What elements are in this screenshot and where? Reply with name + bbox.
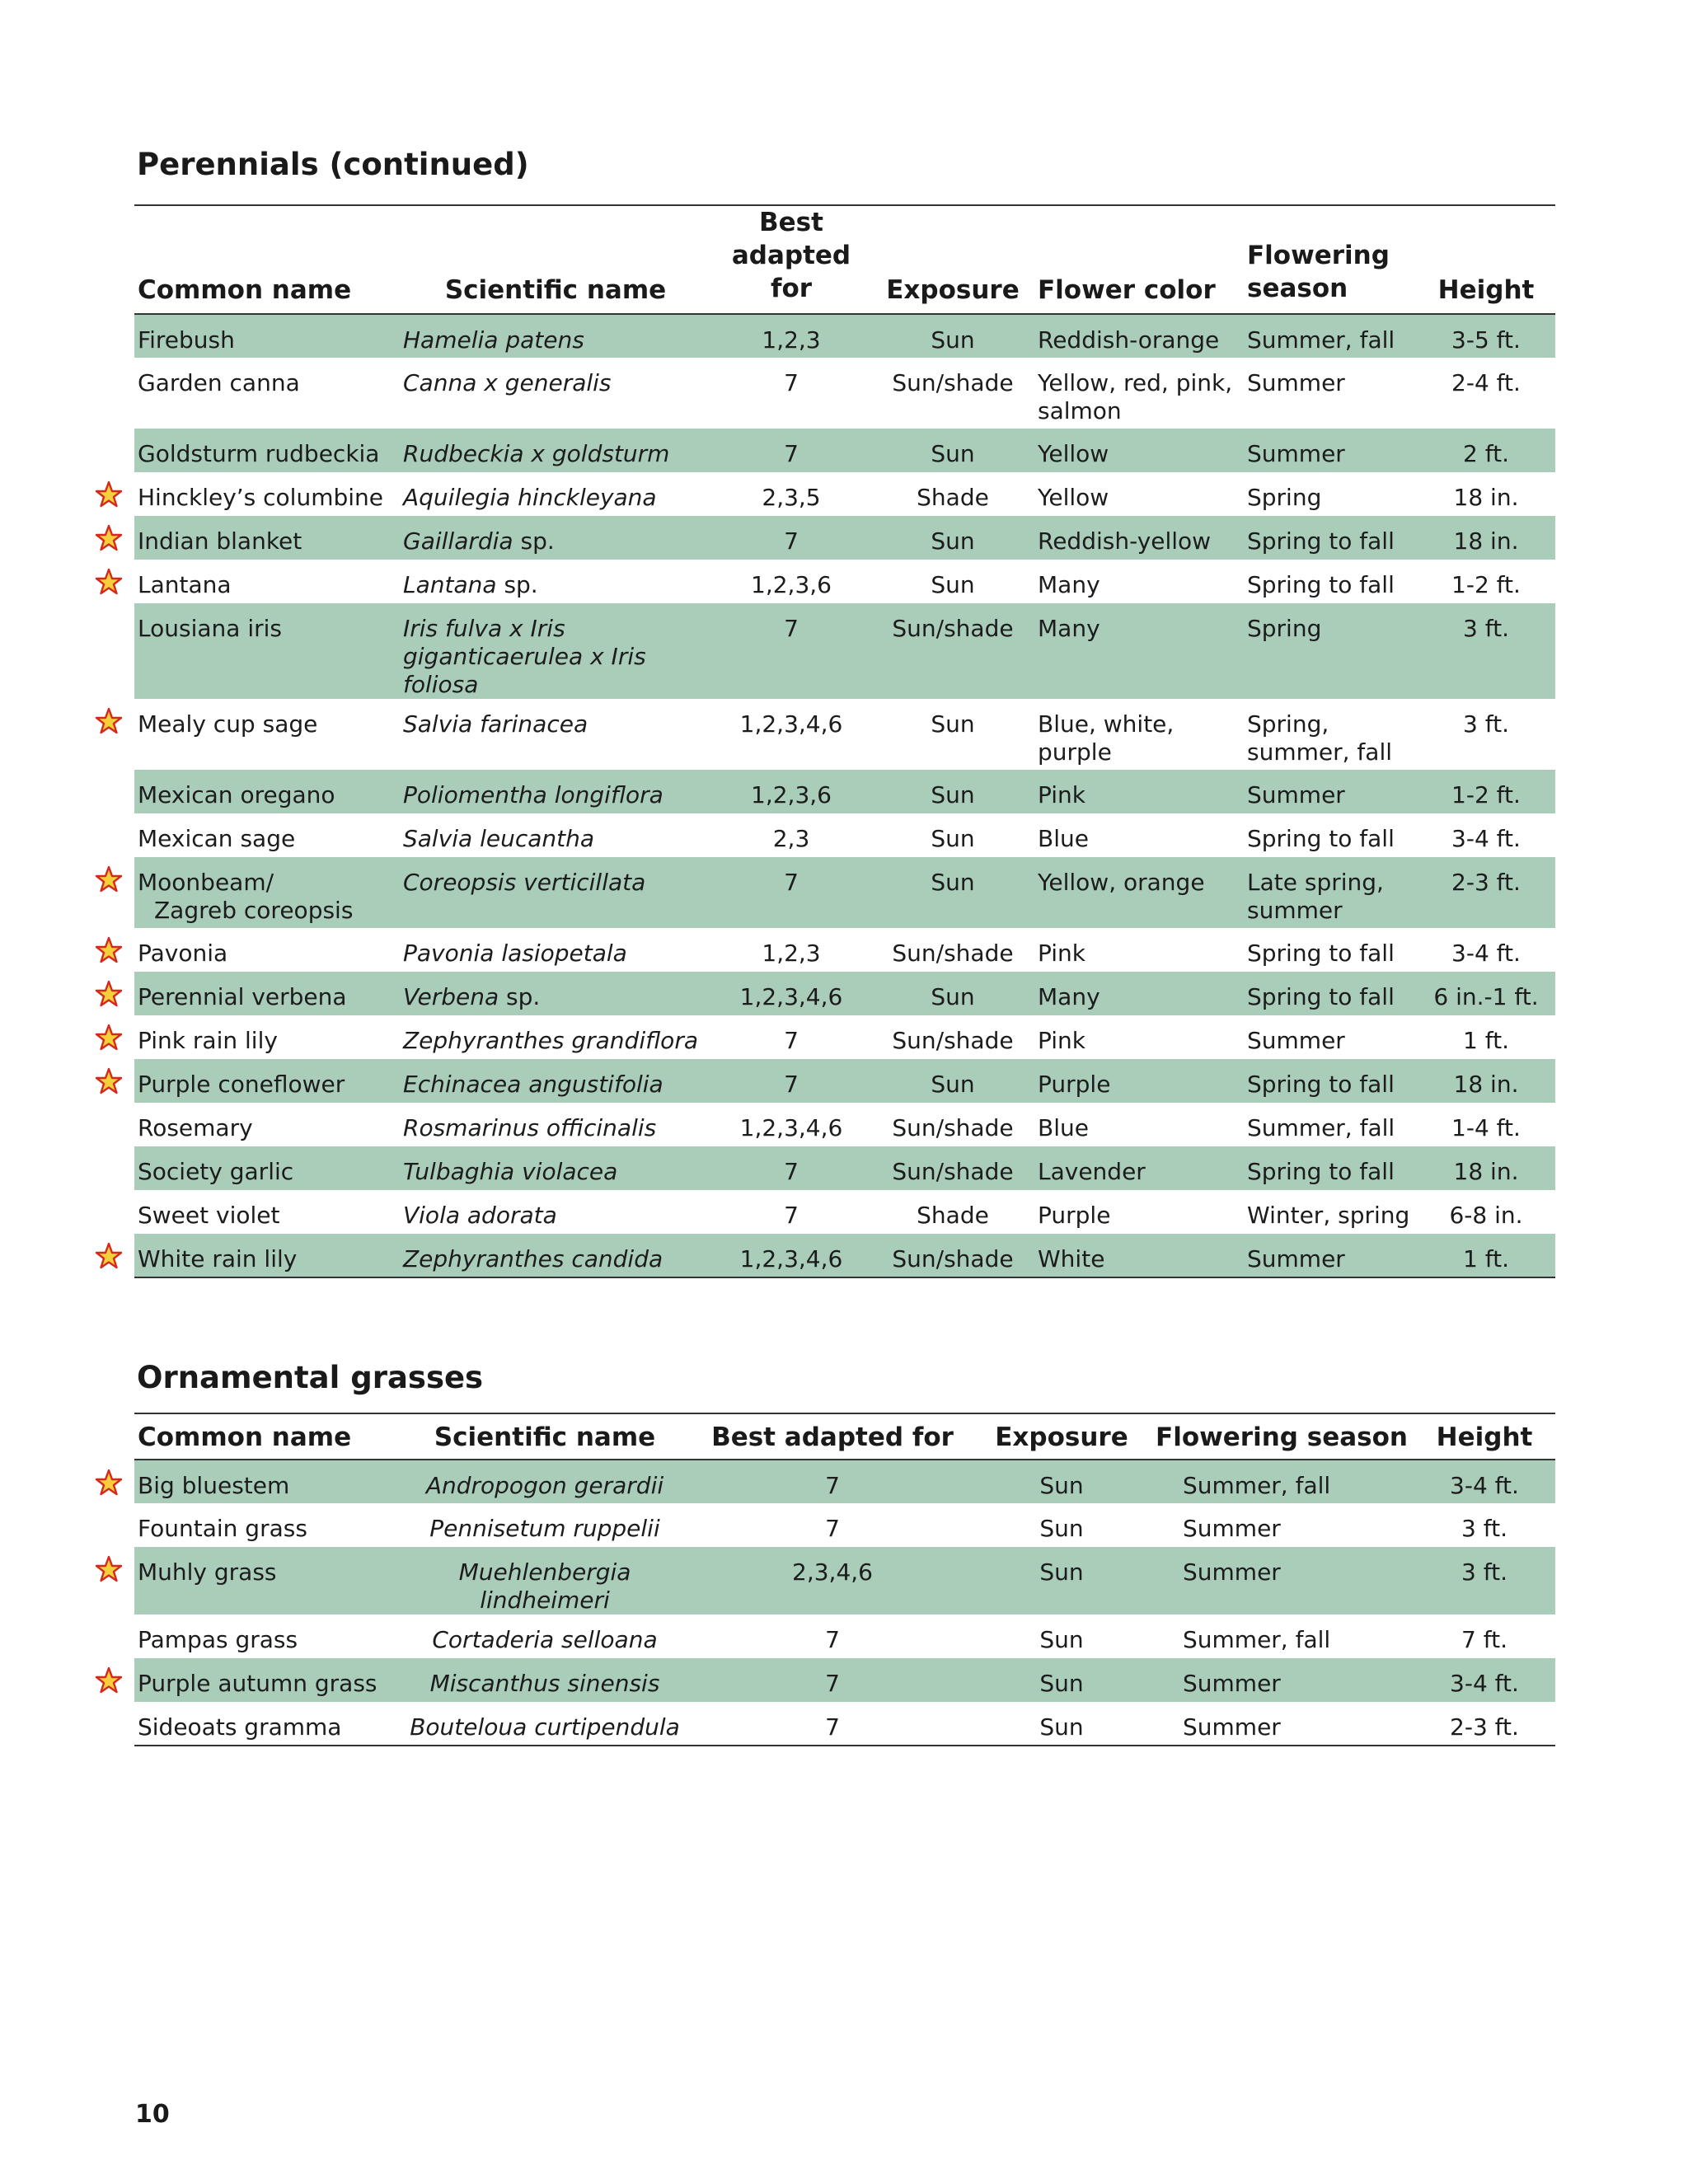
scientific-name: Viola adorata [403,1202,557,1229]
table-row [134,1702,1555,1746]
header-common-name: Common name [138,275,352,305]
flowering-season-cell: Summer, fall [1244,314,1417,358]
common-name-cell [134,560,400,603]
table-row [134,813,1555,857]
scientific-name-suffix: sp. [499,983,541,1010]
flowering-season-cell: Spring [1247,484,1322,511]
table-row [134,429,1555,472]
height-cell: 7 ft. [1461,1626,1507,1653]
flowering-season-cell: Winter, spring [1247,1202,1410,1229]
height-cell: 1 ft. [1463,1027,1509,1054]
exposure-cell: Sun [1039,1515,1084,1542]
star-icon [95,980,123,1008]
header-height: Height [1436,1422,1533,1452]
scientific-name-suffix: sp. [513,527,555,555]
common-name: Mexican oregano [138,781,335,808]
best-adapted-cell: 7 [711,1146,871,1190]
common-name-cell [134,314,400,358]
flowering-season-cell: Summer [1150,1658,1414,1702]
scientific-name: Pennisetum ruppelii [429,1515,660,1542]
flower-color-cell: Many [1034,972,1244,1015]
table-row [134,1059,1555,1103]
scientific-name: Iris fulva x Iris giganticaerulea x Iris foliosa [403,615,646,698]
best-adapted-cell: 2,3 [772,825,810,852]
exposure-cell: Sun [871,314,1034,358]
height-cell: 1-4 ft. [1451,1114,1521,1141]
best-adapted-cell: 1,2,3,6 [711,770,871,813]
common-name-cell [134,1503,398,1547]
table-row [134,560,1555,603]
common-name-cell [134,358,400,429]
flowering-season-cell: Summer [1183,1713,1281,1741]
best-adapted-cell: 1,2,3,6 [751,571,832,598]
best-adapted-cell: 1,2,3 [762,940,821,967]
height-cell: 3 ft. [1414,1547,1555,1615]
height-cell: 18 in. [1453,484,1519,511]
scientific-name: Rosmarinus officinalis [403,1114,657,1141]
height-cell: 6 in.-1 ft. [1417,972,1555,1015]
height-cell: 18 in. [1417,1059,1555,1103]
header-best-adapted: Best adapted for [711,1422,954,1452]
common-name-cell [134,857,400,928]
scientific-name-cell [400,1190,711,1234]
common-name-cell [134,1615,398,1658]
scientific-name: Poliomentha longiflora [403,781,663,808]
scientific-name: Verbena [403,983,499,1010]
common-name-cell [134,472,400,516]
exposure-cell: Sun [931,571,975,598]
table-row [134,1547,1555,1615]
scientific-name-cell [400,1103,711,1146]
height-cell: 1-2 ft. [1451,571,1521,598]
table-row [134,603,1555,699]
scientific-name: Lantana [403,571,497,598]
common-name-cell [134,603,400,699]
height-cell: 2-3 ft. [1417,857,1555,928]
flower-color-cell: Reddish-yellow [1034,516,1244,560]
common-name: Society garlic [138,1158,294,1185]
exposure-cell: Shade [917,484,989,511]
star-icon [95,1666,123,1694]
exposure-cell: Sun [1039,1713,1084,1741]
star-icon [95,1242,123,1270]
scientific-name: Echinacea angustifolia [403,1071,663,1098]
height-cell: 3-4 ft. [1451,825,1521,852]
best-adapted-cell: 7 [825,1713,840,1741]
common-name-cell [134,1234,400,1277]
common-name: Goldsturm rudbeckia [138,440,380,467]
star-icon [95,936,123,964]
flower-color-cell: Yellow [1038,484,1109,511]
common-name: Hinckley’s columbine [138,484,384,511]
best-adapted-cell: 7 [692,1658,973,1702]
grasses-title: Ornamental grasses [137,1360,484,1395]
best-adapted-cell: 7 [692,1460,973,1503]
scientific-name-cell [400,560,711,603]
common-name-cell [134,1702,398,1746]
flowering-season-cell: Summer [1183,1515,1281,1542]
best-adapted-cell: 1,2,3,4,6 [739,710,843,738]
common-name-cell [134,1547,398,1615]
common-name-cell [134,699,400,770]
best-adapted-cell: 7 [711,857,871,928]
best-adapted-cell: 2,3,4,6 [692,1547,973,1615]
star-icon [95,1555,123,1583]
table-row [134,1234,1555,1277]
table-row [134,516,1555,560]
table-row [134,314,1555,358]
star-icon [95,865,123,893]
table-row [134,358,1555,429]
scientific-name: Canna x generalis [403,369,612,396]
common-name: Lantana [138,571,232,598]
scientific-name-cell [400,603,711,699]
star-icon [95,524,123,552]
height-cell: 6-8 in. [1449,1202,1523,1229]
exposure-cell: Sun [931,825,975,852]
height-cell: 2-3 ft. [1450,1713,1519,1741]
scientific-name: Pavonia lasiopetala [403,940,627,967]
common-name: Pink rain lily [138,1027,278,1054]
flowering-season-cell: Spring [1244,603,1417,699]
best-adapted-cell: 7 [784,369,799,396]
scientific-name: Cortaderia selloana [432,1626,658,1653]
common-name-cell [134,1059,400,1103]
exposure-cell: Sun/shade [892,940,1014,967]
common-name: White rain lily [138,1245,298,1272]
best-adapted-cell: 7 [711,603,871,699]
exposure-cell: Sun [871,429,1034,472]
scientific-name: Salvia leucantha [403,825,595,852]
exposure-cell: Shade [917,1202,989,1229]
exposure-cell: Sun/shade [871,1234,1034,1277]
flowering-season-cell: Summer [1244,770,1417,813]
table-row [134,1190,1555,1234]
exposure-cell: Sun [871,516,1034,560]
best-adapted-cell: 1,2,3,4,6 [711,972,871,1015]
exposure-cell: Sun [871,972,1034,1015]
flowering-season-cell: Summer, fall [1247,1114,1395,1141]
height-cell: 2-4 ft. [1451,369,1521,396]
exposure-cell: Sun [973,1658,1150,1702]
table-row [134,1615,1555,1658]
scientific-name-cell [400,1015,711,1059]
flowering-season-cell: Summer [1244,1234,1417,1277]
scientific-name: Salvia farinacea [403,710,588,738]
table-row [134,1103,1555,1146]
flowering-season-cell: Spring to fall [1244,972,1417,1015]
flowering-season-cell: Spring to fall [1247,825,1395,852]
scientific-name-cell [400,770,711,813]
flower-color-cell: Pink [1038,940,1086,967]
scientific-name: Miscanthus sinensis [429,1670,660,1697]
flower-color-cell: White [1034,1234,1244,1277]
best-adapted-cell: 7 [711,429,871,472]
scientific-name: Tulbaghia violacea [403,1158,618,1185]
exposure-cell: Sun/shade [892,369,1014,396]
common-name: Moonbeam/ [138,869,274,896]
common-name: Big bluestem [138,1472,290,1499]
grasses-table [134,1413,1555,1746]
scientific-name-cell [398,1503,692,1547]
flowering-season-cell: Spring to fall [1244,1146,1417,1190]
star-icon [95,1469,123,1497]
exposure-cell: Sun [871,857,1034,928]
table-row [134,472,1555,516]
height-cell: 18 in. [1417,1146,1555,1190]
table-row [134,1658,1555,1702]
scientific-name-cell [400,928,711,972]
scientific-name-cell [400,1059,711,1103]
scientific-name: Zephyranthes candida [403,1245,663,1272]
flower-color-cell: Lavender [1034,1146,1244,1190]
common-name: Perennial verbena [138,983,347,1010]
flower-color-cell: Yellow, red, pink, salmon [1038,369,1233,424]
common-name: Purple autumn grass [138,1670,377,1697]
table-row [134,928,1555,972]
flower-color-cell: Reddish-orange [1034,314,1244,358]
flower-color-cell: Blue [1038,1114,1089,1141]
table-row [134,699,1555,770]
exposure-cell: Sun [973,1460,1150,1503]
common-name: Firebush [138,326,235,354]
common-name-cell [134,813,400,857]
best-adapted-cell: 1,2,3,4,6 [711,1234,871,1277]
scientific-name: Hamelia patens [403,326,584,354]
common-name-cell [134,429,400,472]
scientific-name-cell [398,1702,692,1746]
table-row [134,972,1555,1015]
header-exposure: Exposure [995,1422,1128,1452]
table-row [134,1460,1555,1503]
scientific-name: Coreopsis verticillata [403,869,646,896]
best-adapted-cell: 7 [711,1059,871,1103]
height-cell: 3-4 ft. [1451,940,1521,967]
flower-color-cell: Pink [1034,770,1244,813]
header-scientific-name: Scientific name [434,1422,656,1452]
star-icon [95,480,123,509]
grasses-rows [134,1460,1555,1746]
exposure-cell: Sun [973,1547,1150,1615]
scientific-name: Bouteloua curtipendula [410,1713,680,1741]
scientific-name: Gaillardia [403,527,513,555]
header-exposure: Exposure [886,275,1020,305]
common-name: Pampas grass [138,1626,298,1653]
table-row [134,1015,1555,1059]
height-cell: 3 ft. [1417,603,1555,699]
flowering-season-cell: Summer [1150,1547,1414,1615]
scientific-name-cell [400,813,711,857]
exposure-cell: Sun [871,1059,1034,1103]
star-icon [95,1067,123,1095]
best-adapted-cell: 7 [825,1515,840,1542]
common-name-cell [134,1658,398,1702]
common-name: Lousiana iris [138,615,282,642]
flower-color-cell: Many [1038,571,1100,598]
flower-color-cell: Many [1034,603,1244,699]
flowering-season-cell: Summer, fall [1150,1460,1414,1503]
header-common-name: Common name [138,1422,352,1452]
exposure-cell: Sun/shade [892,1027,1014,1054]
scientific-name: Zephyranthes grandiflora [403,1027,698,1054]
flower-color-cell: Blue [1038,825,1089,852]
scientific-name-cell [400,472,711,516]
height-cell: 1 ft. [1417,1234,1555,1277]
common-name-line2: Zagreb coreopsis [154,897,354,924]
best-adapted-cell: 7 [711,516,871,560]
flowering-season-cell: Spring, summer, fall [1247,710,1392,766]
scientific-name-cell [400,972,711,1015]
common-name-cell [134,1460,398,1503]
scientific-name-cell [398,1658,692,1702]
scientific-name-cell [400,857,711,928]
perennials-rows [134,314,1555,1277]
common-name-cell [134,1103,400,1146]
exposure-cell: Sun/shade [871,603,1034,699]
flowering-season-cell: Late spring, summer [1244,857,1417,928]
scientific-name-cell [398,1615,692,1658]
common-name: Pavonia [138,940,228,967]
common-name-cell [134,770,400,813]
header-flowering-season: Flowering season [1247,241,1390,303]
common-name: Sideoats gramma [138,1713,342,1741]
common-name-cell [134,516,400,560]
scientific-name: Aquilegia hinckleyana [403,484,657,511]
height-cell: 18 in. [1417,516,1555,560]
common-name: Rosemary [138,1114,253,1141]
scientific-name-cell [400,314,711,358]
flower-color-cell: Blue, white, purple [1038,710,1175,766]
height-cell: 3-4 ft. [1414,1658,1555,1702]
scientific-name-suffix: sp. [496,571,538,598]
common-name: Purple coneflower [138,1071,345,1098]
height-cell: 1-2 ft. [1417,770,1555,813]
scientific-name: Andropogon gerardii [425,1472,664,1499]
perennials-table [134,204,1555,1278]
common-name-cell [134,972,400,1015]
star-icon [95,1024,123,1052]
scientific-name-cell [400,429,711,472]
best-adapted-cell: 7 [784,1027,799,1054]
height-cell: 3-5 ft. [1417,314,1555,358]
star-icon [95,707,123,735]
exposure-cell: Sun [871,770,1034,813]
scientific-name-cell [400,358,711,429]
scientific-name-cell [400,1234,711,1277]
height-cell: 3 ft. [1461,1515,1507,1542]
flower-color-cell: Pink [1038,1027,1086,1054]
height-cell: 2 ft. [1417,429,1555,472]
common-name-cell [134,928,400,972]
scientific-name: Muehlenbergia lindheimeri [458,1558,631,1614]
flowering-season-cell: Summer [1244,429,1417,472]
flowering-season-cell: Spring to fall [1247,940,1395,967]
flowering-season-cell: Summer [1247,1027,1345,1054]
common-name: Fountain grass [138,1515,307,1542]
flower-color-cell: Purple [1034,1059,1244,1103]
table-row [134,1503,1555,1547]
star-icon [95,568,123,596]
header-best-adapted: Best adapted for [731,208,851,303]
height-cell: 3 ft. [1463,710,1509,738]
header-height: Height [1437,275,1535,305]
exposure-cell: Sun [1039,1626,1084,1653]
exposure-cell: Sun/shade [871,1146,1034,1190]
scientific-name-cell [400,516,711,560]
best-adapted-cell: 7 [825,1626,840,1653]
exposure-cell: Sun/shade [892,1114,1014,1141]
common-name: Garden canna [138,369,300,396]
flowering-season-cell: Spring to fall [1244,1059,1417,1103]
header-scientific-name: Scientific name [444,275,667,305]
header-flower-color: Flower color [1038,275,1216,305]
flower-color-cell: Yellow [1034,429,1244,472]
common-name-cell [134,1146,400,1190]
best-adapted-cell: 2,3,5 [762,484,821,511]
common-name: Indian blanket [138,527,302,555]
table-row [134,770,1555,813]
flowering-season-cell: Summer, fall [1183,1626,1331,1653]
common-name-cell [134,1015,400,1059]
flower-color-cell: Purple [1038,1202,1111,1229]
flower-color-cell: Yellow, orange [1034,857,1244,928]
scientific-name: Rudbeckia x goldsturm [403,440,670,467]
scientific-name-cell [400,699,711,770]
common-name-cell [134,1190,400,1234]
height-cell: 3-4 ft. [1414,1460,1555,1503]
table-row [134,857,1555,928]
scientific-name-cell [398,1547,692,1615]
best-adapted-cell: 1,2,3 [711,314,871,358]
exposure-cell: Sun [931,710,975,738]
scientific-name-cell [398,1460,692,1503]
best-adapted-cell: 7 [784,1202,799,1229]
scientific-name-cell [400,1146,711,1190]
flowering-season-cell: Summer [1247,369,1345,396]
perennials-title: Perennials (continued) [137,147,529,182]
common-name: Mexican sage [138,825,296,852]
best-adapted-cell: 1,2,3,4,6 [739,1114,843,1141]
flowering-season-cell: Spring to fall [1247,571,1395,598]
common-name: Mealy cup sage [138,710,318,738]
common-name: Muhly grass [138,1558,277,1586]
common-name: Sweet violet [138,1202,280,1229]
header-flowering-season: Flowering season [1156,1422,1408,1452]
flowering-season-cell: Spring to fall [1244,516,1417,560]
table-row [134,1146,1555,1190]
page-number: 10 [135,2100,170,2129]
